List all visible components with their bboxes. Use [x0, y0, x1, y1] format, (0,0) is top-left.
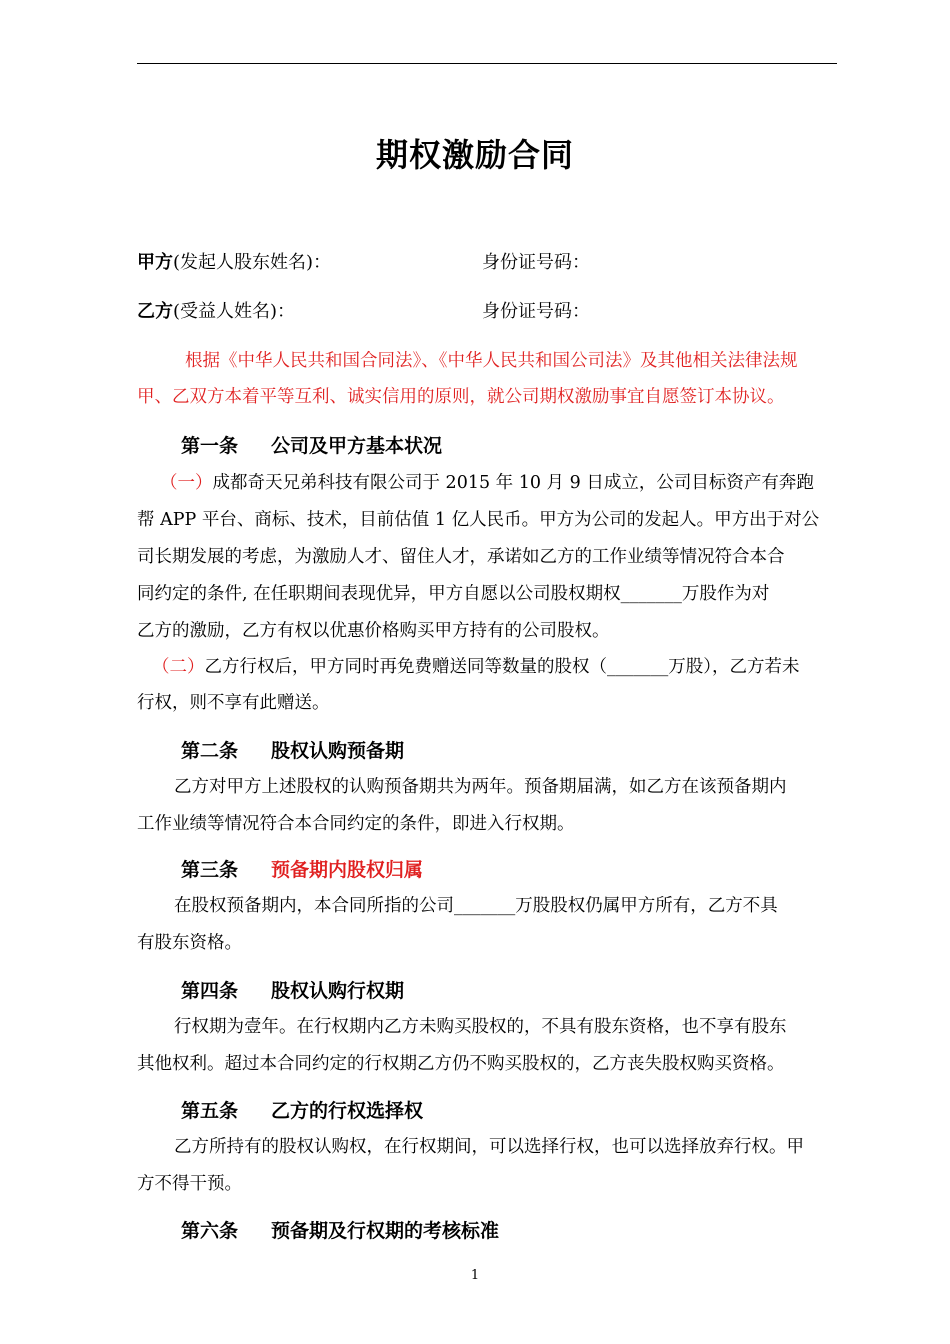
header-rule: [137, 63, 837, 64]
article-3-line-2: 有股东资格。: [137, 933, 242, 953]
article-3-num: 第三条: [181, 859, 239, 881]
article-2-line-2: 工作业绩等情况符合本合同约定的条件，即进入行权期。: [137, 814, 575, 834]
party-a-label: 甲方: [137, 252, 173, 273]
party-a-desc: (发起人股东姓名)：: [173, 252, 332, 273]
article-5-title: 乙方的行权选择权: [271, 1100, 424, 1122]
article-2-num: 第二条: [181, 740, 239, 762]
article-2-line-1: 乙方对甲方上述股权的认购预备期共为两年。预备期届满，如乙方在该预备期内: [174, 777, 787, 797]
party-a-id-label: 身份证号码：: [482, 252, 590, 273]
page-number: 1: [470, 1268, 480, 1283]
article-1-heading: [181, 431, 442, 458]
party-b-desc: (受益人姓名)：: [173, 301, 296, 322]
preamble-line-2: 甲、乙双方本着平等互利、诚实信用的原则，就公司期权激励事宜自愿签订本协议。: [137, 387, 785, 407]
article-3-title: 预备期内股权归属: [271, 859, 424, 881]
article-1-p1-marker: （一）: [160, 473, 213, 493]
article-1-p2-marker: （二）: [152, 657, 205, 677]
article-5-heading: [181, 1096, 423, 1123]
article-4-line-1: 行权期为壹年。在行权期内乙方未购买股权的，不具有股东资格，也不享有股东: [174, 1017, 787, 1037]
article-1-p1-line-3: 司长期发展的考虑，为激励人才、留住人才，承诺如乙方的工作业绩等情况符合本合: [137, 547, 785, 567]
article-5-line-2: 方不得干预。: [137, 1174, 242, 1194]
party-b-label: 乙方: [137, 301, 173, 322]
article-2-heading: [181, 736, 404, 763]
article-4-title: 股权认购行权期: [271, 980, 405, 1002]
article-1-p1-line-1: （一）成都奇天兄弟科技有限公司于 2015 年 10 月 9 日成立，公司目标资产有奔跑: [160, 473, 814, 493]
article-5-line-1: 乙方所持有的股权认购权，在行权期间，可以选择行权，也可以选择放弃行权。甲: [174, 1137, 804, 1157]
article-4-num: 第四条: [181, 980, 239, 1002]
party-b-id-label: 身份证号码：: [482, 301, 590, 322]
article-2-title: 股权认购预备期: [271, 740, 405, 762]
article-1-title: 公司及甲方基本状况: [271, 435, 443, 457]
article-3-line-1: 在股权预备期内，本合同所指的公司_______万股股权仍属甲方所有，乙方不具: [174, 896, 778, 916]
article-6-num: 第六条: [181, 1220, 239, 1242]
party-b-line: [137, 297, 295, 323]
document-title: 期权激励合同: [375, 136, 574, 174]
party-a-line: [137, 248, 331, 274]
preamble-line-1: 根据《中华人民共和国合同法》、《中华人民共和国公司法》及其他相关法律法规: [185, 351, 798, 371]
article-6-title: 预备期及行权期的考核标准: [271, 1220, 500, 1242]
article-3-heading: [181, 855, 423, 882]
article-1-p2-line-1: （二）乙方行权后，甲方同时再免费赠送同等数量的股权（_______万股），乙方若未: [152, 657, 800, 677]
article-4-line-2: 其他权利。超过本合同约定的行权期乙方仍不购买股权的，乙方丧失股权购买资格。: [137, 1054, 785, 1074]
article-1-p1-line-4: 同约定的条件, 在任职期间表现优异，甲方自愿以公司股权期权_______万股作为对: [137, 584, 770, 604]
article-1-p1-line-2: 帮 APP 平台、商标、技术，目前估值 1 亿人民币。甲方为公司的发起人。甲方出于对公: [137, 510, 820, 530]
article-5-num: 第五条: [181, 1100, 239, 1122]
article-1-p1-line-5: 乙方的激励，乙方有权以优惠价格购买甲方持有的公司股权。: [137, 621, 610, 641]
article-4-heading: [181, 976, 404, 1003]
article-1-num: 第一条: [181, 435, 239, 457]
article-6-heading: [181, 1216, 499, 1243]
article-1-p2-line-2: 行权，则不享有此赠送。: [137, 693, 330, 713]
